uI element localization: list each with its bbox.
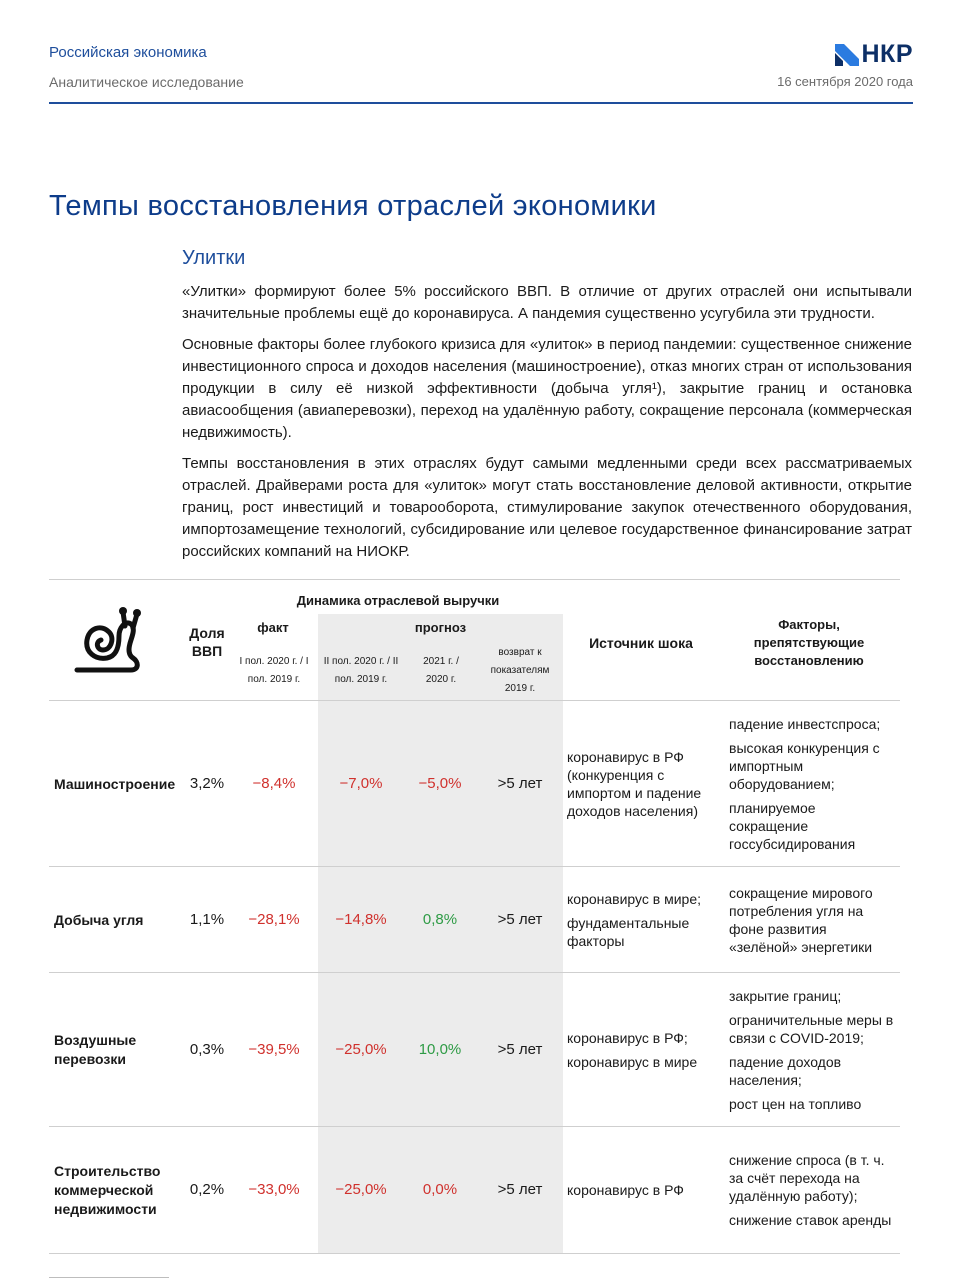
factor-item: падение доходов населения; xyxy=(729,1054,842,1088)
document-kind: Аналитическое исследование xyxy=(49,74,244,90)
h2-2020-value: −25,0% xyxy=(335,1041,387,1058)
factor-item: снижение спроса (в т. ч. за счёт перехода на удалённую работу); xyxy=(729,1152,885,1204)
factor-item: сокращение мирового потребления угля на фоне развития «зелёной» энергетики xyxy=(729,885,873,955)
row-divider xyxy=(49,700,900,701)
y2021-value: 0,0% xyxy=(422,1181,458,1198)
shock-item: коронавирус в мире; xyxy=(567,891,702,907)
factor-item: снижение ставок аренды xyxy=(729,1212,892,1228)
gdp-share-value: 0,3% xyxy=(189,1041,225,1058)
h1-2020-value: −8,4% xyxy=(252,775,296,792)
factor-item: закрытие границ; xyxy=(729,988,842,1004)
shock-source xyxy=(567,974,717,1126)
y2021-value: −5,0% xyxy=(418,775,462,792)
row-divider xyxy=(49,1253,900,1254)
row-divider xyxy=(49,972,900,973)
page-header xyxy=(49,40,913,104)
return-value: >5 лет xyxy=(497,1181,543,1198)
shock-item: коронавирус в РФ; xyxy=(567,1030,688,1046)
section-name: Российская экономика xyxy=(49,44,207,61)
section-subtitle: Улитки xyxy=(182,247,246,269)
nkr-logo xyxy=(835,40,914,69)
page-title: Темпы восстановления отраслей экономики xyxy=(49,190,657,222)
header-shock-source: Источник шока xyxy=(589,635,693,651)
document-date: 16 сентября 2020 года xyxy=(777,74,913,89)
header-fact: факт xyxy=(257,620,289,635)
header-forecast: прогноз xyxy=(414,620,467,635)
industry-name: Воздушные перевозки xyxy=(54,1032,137,1067)
gdp-share-value: 1,1% xyxy=(189,911,225,928)
paragraph: Темпы восстановления в этих отраслях будут самыми медленными среди всех рассматриваемых отраслей. Драйверами роста для «улиток» могут стать восстановление деловой активности, открытие границ, рост инвестиций и товарооборота, стимулирование закупок отечественного оборудования, импортозамещение технологий, субсидирование или целевое государственное финансирование затрат российских компаний на НИОКР. xyxy=(182,455,912,560)
y2021-value: 0,8% xyxy=(422,911,458,928)
h1-2020-value: −33,0% xyxy=(248,1181,300,1198)
return-value: >5 лет xyxy=(497,1041,543,1058)
shock-item: коронавирус в РФ xyxy=(567,1182,684,1198)
header-revenue-dynamics: Динамика отраслевой выручки xyxy=(296,593,500,608)
shock-item: фундаментальные факторы xyxy=(567,915,690,949)
shock-source xyxy=(567,1128,717,1252)
recovery-factors xyxy=(729,1128,897,1252)
header-gdp-share: Доля ВВП xyxy=(189,625,225,659)
paragraph: Основные факторы более глубокого кризиса для «улиток» в период пандемии: существенное снижение инвестиционного спроса и доходов населения (машиностроение), отказ многих стран от использования продукции в силу её низкой эффективности (добыча угля¹), закрытие границ и остановка авиасообщения (авиаперевозки), переход на удалённую работу, сокращение персонала (коммерческая недвижимость). xyxy=(182,336,912,441)
shock-item: коронавирус в мире xyxy=(567,1054,698,1070)
industry-name: Машиностроение xyxy=(54,775,176,792)
factor-item: высокая конкуренция с импортным оборудованием; xyxy=(729,740,880,792)
recovery-factors xyxy=(729,702,897,866)
factor-item: падение инвестспроса; xyxy=(729,716,881,732)
header-2021: 2021 г. / 2020 г. xyxy=(423,656,459,685)
industry-name: Строительство коммерческой недвижимости xyxy=(54,1162,161,1217)
recovery-factors xyxy=(729,974,897,1126)
snail-icon xyxy=(73,606,143,676)
industry-name: Добыча угля xyxy=(54,911,144,928)
shock-item: коронавирус в РФ (конкуренция с импортом и падение доходов населения) xyxy=(567,749,702,819)
logo-text: НКР xyxy=(861,40,913,68)
h2-2020-value: −14,8% xyxy=(335,911,387,928)
gdp-share-value: 3,2% xyxy=(189,775,225,792)
header-h1-2020: I пол. 2020 г. / I пол. 2019 г. xyxy=(239,656,309,685)
factor-item: ограничительные меры в связи с COVID-2019; xyxy=(729,1012,894,1046)
factor-item: планируемое сокращение госсубсидирования xyxy=(729,800,856,852)
h2-2020-value: −7,0% xyxy=(339,775,383,792)
factor-item: рост цен на топливо xyxy=(729,1096,862,1112)
row-divider xyxy=(49,866,900,867)
recovery-factors xyxy=(729,868,897,972)
return-value: >5 лет xyxy=(497,775,543,792)
body-text xyxy=(182,281,912,572)
h1-2020-value: −28,1% xyxy=(248,911,300,928)
return-value: >5 лет xyxy=(497,911,543,928)
row-divider xyxy=(49,1126,900,1127)
header-return: возврат к показателям 2019 г. xyxy=(490,647,550,694)
h2-2020-value: −25,0% xyxy=(335,1181,387,1198)
y2021-value: 10,0% xyxy=(418,1041,462,1058)
shock-source xyxy=(567,868,717,972)
h1-2020-value: −39,5% xyxy=(248,1041,300,1058)
shock-source xyxy=(567,702,717,866)
header-factors: Факторы, препятствующие восстановлению xyxy=(753,617,865,668)
paragraph: «Улитки» формируют более 5% российского ВВП. В отличие от других отраслей они испытывали значительные проблемы ещё до коронавируса. А пандемия существенно усугубила эти трудности. xyxy=(182,283,912,322)
industry-table xyxy=(49,579,900,1255)
logo-mark-icon xyxy=(835,44,859,66)
gdp-share-value: 0,2% xyxy=(189,1181,225,1198)
header-h2-2020: II пол. 2020 г. / II пол. 2019 г. xyxy=(323,656,399,685)
footnote-divider xyxy=(49,1277,169,1278)
